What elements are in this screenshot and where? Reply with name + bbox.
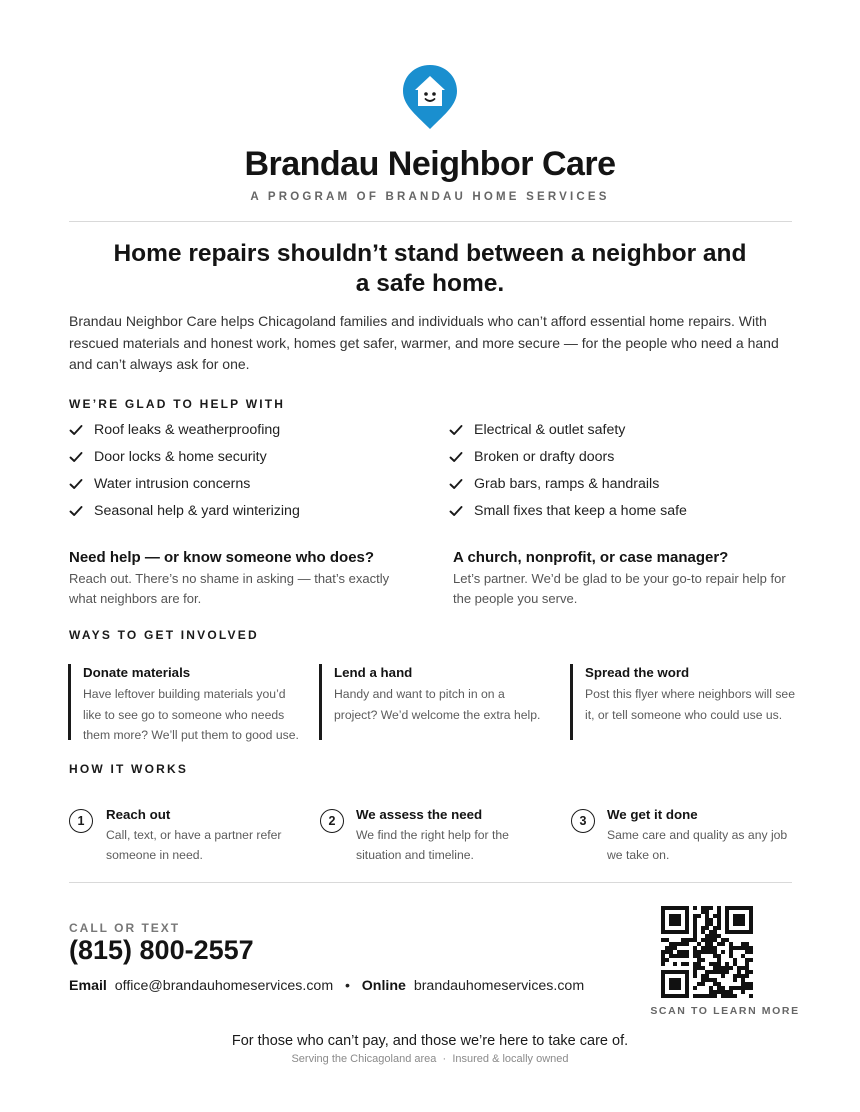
step-body [106,826,306,865]
step-body-line: Call, text, or have a partner refer [106,828,282,842]
audience-title: Need help — or know someone who does? [69,549,375,566]
help-item [449,447,687,467]
way-body-line: them more? We’ll put them to good use. [83,728,299,742]
audience-individuals [69,549,429,609]
help-item [449,474,687,494]
divider [69,221,792,222]
way-title: Donate materials [83,665,191,680]
step-body-line: Same care and quality as any job [607,828,788,842]
check-icon [449,504,463,518]
step-title: We assess the need [356,807,483,822]
step-body-line: We find the right help for the [356,828,509,842]
way-body-line: Have leftover building materials you’d [83,687,286,701]
way-donate-materials [68,664,313,740]
way-body-line: like to see go to someone who needs [83,707,285,722]
headline-line-1: Home repairs shouldn’t stand between a neighbor and [113,240,747,267]
help-item-label: Electrical & outlet safety [474,422,626,438]
way-title: Spread the word [585,665,690,680]
help-item [69,447,300,467]
step-body [607,826,807,865]
audience-body [69,569,429,609]
help-item-label: Roof leaks & weatherproofing [94,422,281,438]
help-item-label: Grab bars, ramps & handrails [474,476,660,492]
steps-section-label: HOW IT WORKS [69,762,189,776]
qr-code-icon[interactable] [661,906,753,998]
step-number: 2 [320,809,344,833]
divider [69,882,792,883]
check-icon [69,423,83,437]
step-title: We get it done [607,807,698,822]
help-list-left [69,420,300,521]
audience-title: A church, nonprofit, or case manager? [453,549,729,566]
phone-number[interactable]: (815) 800-2557 [69,935,254,965]
separator-dot: • [344,978,350,994]
way-title: Lend a hand [334,665,413,680]
step-title: Reach out [106,807,171,822]
ways-section-label: WAYS TO GET INVOLVED [69,628,259,642]
audience-body-line: Reach out. There’s no shame in asking — that’s exactly [69,571,390,586]
help-list-right [449,420,687,521]
help-item-label: Seasonal help & yard winterizing [94,503,300,519]
email-label: Email [69,978,107,994]
step-get-it-done [607,807,807,865]
step-body-line: someone in need. [106,847,203,862]
check-icon [449,423,463,437]
audience-body [453,569,813,609]
org-tagline: A PROGRAM OF BRANDAU HOME SERVICES [250,191,610,203]
help-item-label: Door locks & home security [94,449,267,465]
email-link[interactable]: office@brandauhomeservices.com [114,978,334,994]
headline [90,239,770,299]
audience-partners [453,549,813,609]
audience-body-line: what neighbors are for. [69,591,202,606]
footnote-dot: · [442,1053,447,1065]
intro-paragraph: Brandau Neighbor Care helps Chicagoland families and individuals who can’t afford essential home repairs. With rescued materials and honest work, homes get safer, warmer, and more secure — for the people who need a hand and can’t always ask for one. [69,313,779,372]
check-icon [69,450,83,464]
way-body [334,684,564,725]
call-label: CALL OR TEXT [69,921,181,935]
headline-line-2: a safe home. [355,270,505,297]
audience-body-line: the people you serve. [453,591,578,606]
step-body [356,826,556,865]
step-body-line: situation and timeline. [356,847,474,862]
website-link[interactable]: brandauhomeservices.com [413,978,585,994]
online-label: Online [361,978,406,994]
service-area: Serving the Chicagoland area [291,1053,437,1065]
contact-line [69,978,584,994]
step-body-line: we take on. [607,847,670,862]
way-lend-a-hand [319,664,564,740]
org-name: Brandau Neighbor Care [244,145,616,183]
way-body-line: Handy and want to pitch in on a [334,687,505,701]
step-reach-out [106,807,306,865]
help-section-label: WE’RE GLAD TO HELP WITH [69,397,286,411]
way-body [585,684,815,725]
help-item-label: Broken or drafty doors [474,449,615,465]
house-pin-icon [402,64,458,130]
insured-note: Insured & locally owned [452,1053,569,1065]
check-icon [449,450,463,464]
closing-statement: For those who can’t pay, and those we’re here to take care of. [231,1033,629,1049]
way-body [83,684,313,746]
help-item-label: Small fixes that keep a home safe [474,503,687,519]
audience-body-line: Let’s partner. We’d be glad to be your go-to repair help for [453,571,786,586]
way-spread-the-word [570,664,815,740]
check-icon [449,477,463,491]
check-icon [69,504,83,518]
help-item [449,420,687,440]
help-item [449,501,687,521]
way-body-line: project? We’d welcome the extra help. [334,707,541,722]
help-item [69,420,300,440]
check-icon [69,477,83,491]
way-body-line: it, or tell someone who could use us. [585,707,783,722]
step-assess [356,807,556,865]
footnote [0,1053,860,1065]
step-number: 1 [69,809,93,833]
qr-label: SCAN TO LEARN MORE [650,1005,800,1017]
help-item-label: Water intrusion concerns [94,476,251,492]
step-number: 3 [571,809,595,833]
way-body-line: Post this flyer where neighbors will see [585,687,795,701]
help-item [69,474,300,494]
help-item [69,501,300,521]
